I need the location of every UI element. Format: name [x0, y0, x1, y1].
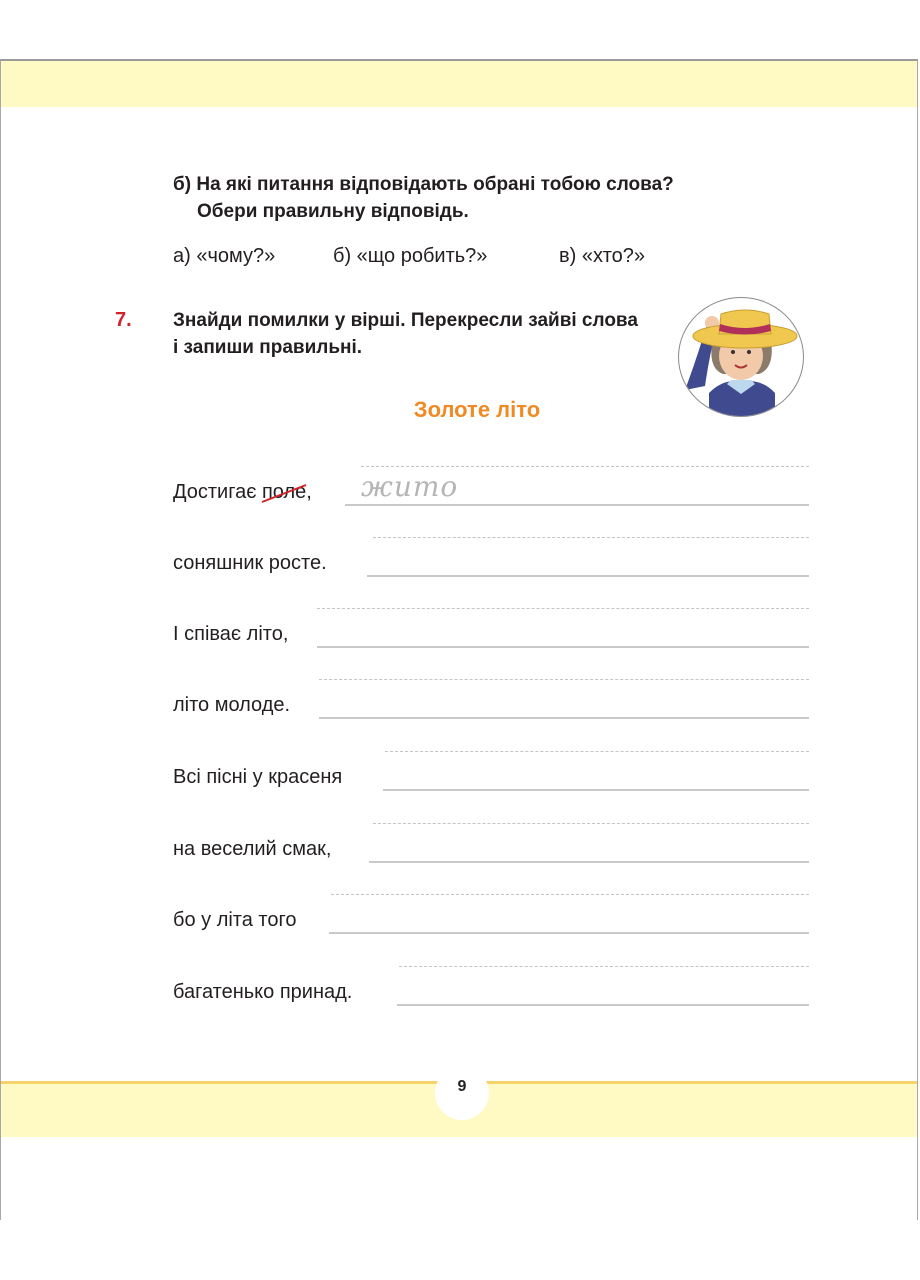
writing-line[interactable] — [369, 861, 809, 863]
task-line2: і запиши правильні. — [173, 337, 363, 358]
writing-line[interactable] — [317, 646, 809, 648]
poem-line-text: на веселий смак, — [173, 838, 332, 860]
writing-line[interactable] — [329, 932, 809, 934]
question-b — [173, 171, 674, 225]
question-b-line1: б) На які питання відповідають обрані тобою слова? — [173, 174, 674, 195]
writing-line[interactable] — [345, 504, 809, 506]
poem-line-5 — [173, 751, 809, 791]
task-number: 7. — [115, 309, 132, 331]
dashed-guide — [317, 608, 809, 609]
strike-through-icon — [260, 483, 310, 505]
task-line1: Знайди помилки у вірші. Перекресли зайві слова — [173, 310, 638, 331]
task-instructions — [173, 307, 638, 361]
poem-title: Золоте літо — [413, 397, 541, 422]
header-band — [1, 61, 917, 107]
poem-line-text: Достигає поле , — [173, 481, 312, 503]
option-b[interactable]: б) «що робить?» — [333, 245, 488, 267]
dashed-guide — [331, 894, 809, 895]
dashed-guide — [373, 537, 809, 538]
poem-line-7 — [173, 894, 809, 934]
poem-line-text: І співає літо, — [173, 623, 289, 645]
handwritten-answer: жито — [361, 470, 459, 503]
writing-line[interactable] — [319, 717, 809, 719]
writing-line[interactable] — [367, 575, 809, 577]
dashed-guide — [373, 823, 809, 824]
option-v[interactable]: в) «хто?» — [559, 245, 646, 267]
option-a[interactable]: а) «чому?» — [173, 245, 276, 267]
poem-line-text: бо у літа того — [173, 909, 297, 931]
question-b-line2: Обери правильну відповідь. — [197, 201, 469, 222]
poem-line-8 — [173, 966, 809, 1006]
writing-line[interactable] — [383, 789, 809, 791]
writing-line[interactable] — [397, 1004, 809, 1006]
struck-word: поле — [262, 481, 306, 504]
poem-line-text: соняшник росте. — [173, 552, 327, 574]
page-number-badge — [435, 1066, 489, 1120]
poem-line-4 — [173, 679, 809, 719]
poem-line-text: багатенько принад. — [173, 981, 353, 1003]
poem-line-1 — [173, 466, 809, 506]
poem-line-text: Всі пісні у красеня — [173, 766, 343, 788]
poem-line-2 — [173, 537, 809, 577]
poem-line-3 — [173, 608, 809, 648]
poem-line-text: літо молоде. — [173, 694, 291, 716]
dashed-guide — [361, 466, 809, 467]
dashed-guide — [399, 966, 809, 967]
poem-line-6 — [173, 823, 809, 863]
page-number: 9 — [457, 1078, 467, 1095]
workbook-page — [0, 59, 918, 1220]
dashed-guide — [385, 751, 809, 752]
dashed-guide — [319, 679, 809, 680]
